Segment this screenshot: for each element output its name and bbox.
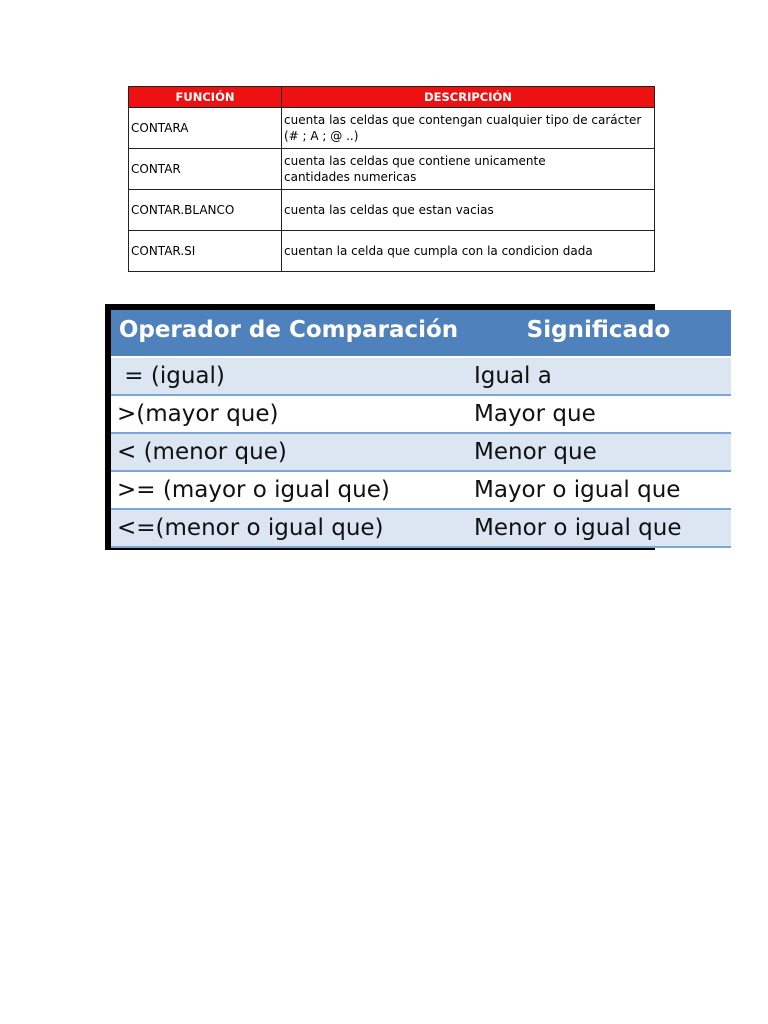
table-row	[111, 471, 731, 509]
function-name-cell: CONTARA	[129, 108, 282, 149]
operator-cell: < (menor que)	[111, 433, 466, 471]
table-row	[129, 231, 655, 272]
meaning-cell: Menor o igual que	[466, 509, 731, 547]
function-name-cell: CONTAR.SI	[129, 231, 282, 272]
table-row	[111, 509, 731, 547]
meaning-cell: Mayor o igual que	[466, 471, 731, 509]
function-description-cell: cuentan la celda que cumpla con la condicion dada	[282, 231, 655, 272]
function-name-cell: CONTAR.BLANCO	[129, 190, 282, 231]
table-row	[129, 108, 655, 149]
table-row	[129, 190, 655, 231]
operator-cell: >= (mayor o igual que)	[111, 471, 466, 509]
function-column-header: FUNCIÓN	[129, 87, 282, 108]
operator-cell: = (igual)	[111, 357, 466, 395]
functions-table	[128, 86, 655, 272]
operators-table	[111, 310, 731, 548]
operators-header-row	[111, 310, 731, 357]
meaning-column-header: Significado	[466, 310, 731, 357]
table-row	[111, 433, 731, 471]
function-description-cell: cuenta las celdas que estan vacias	[282, 190, 655, 231]
table-row	[111, 395, 731, 433]
operator-column-header: Operador de Comparación	[111, 310, 466, 357]
table-row	[111, 357, 731, 395]
functions-header-row	[129, 87, 655, 108]
meaning-cell: Menor que	[466, 433, 731, 471]
table-row	[129, 149, 655, 190]
meaning-cell: Mayor que	[466, 395, 731, 433]
meaning-cell: Igual a	[466, 357, 731, 395]
description-column-header: DESCRIPCIÓN	[282, 87, 655, 108]
function-name-cell: CONTAR	[129, 149, 282, 190]
operator-cell: <=(menor o igual que)	[111, 509, 466, 547]
operator-cell: >(mayor que)	[111, 395, 466, 433]
function-description-cell: cuenta las celdas que contiene unicamente cantidades numericas	[282, 149, 655, 190]
function-description-cell: cuenta las celdas que contengan cualquier tipo de carácter (# ; A ; @ ..)	[282, 108, 655, 149]
